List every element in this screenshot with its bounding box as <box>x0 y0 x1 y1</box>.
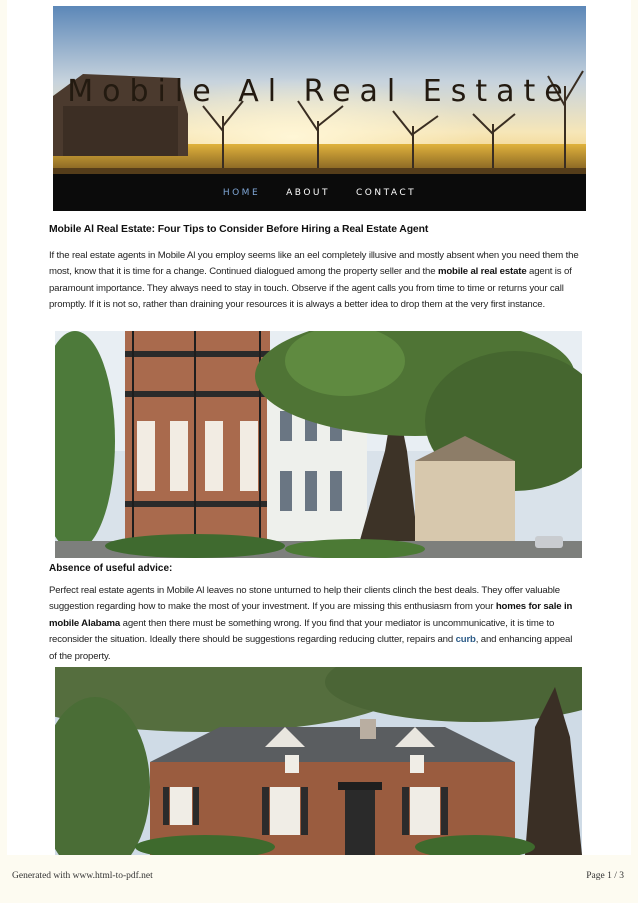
section-paragraph <box>49 583 581 665</box>
curb-link[interactable]: curb <box>455 634 476 646</box>
section-text-3: , and enhancing appeal of the property. <box>49 634 573 662</box>
intro-text-1: If the real estate agents in Mobile Al you employ seems like an eel completely illusive and mostly absent when you need them the most, know that it is time for a change. Continued dialogued among the property seller and the <box>49 250 579 278</box>
nav-contact-link[interactable]: CONTACT <box>355 187 417 198</box>
section-heading: Absence of useful advice: <box>49 563 173 574</box>
site-title[interactable]: Mobile Al Real Estate <box>67 74 572 109</box>
intro-text-2: agent is of paramount importance. They always need to stay in touch. Observe if the agent calls you from time to time or returns your call promptly. If it is not so, rather than draining your resources it is always a better idea to drop them at the very first instance. <box>49 266 572 311</box>
section-useful-advice <box>49 563 581 574</box>
section-keyword: homes for sale in mobile Alabama <box>49 601 573 629</box>
intro-paragraph <box>49 248 581 314</box>
footer-page-number: Page 1 / 3 <box>586 871 624 881</box>
article-header <box>49 224 581 235</box>
header-banner <box>53 6 586 174</box>
nav-home-link[interactable]: HOME <box>222 187 261 198</box>
main-nav <box>53 174 586 211</box>
footer-generator-note: Generated with www.html-to-pdf.net <box>12 871 153 881</box>
brick-house-photo <box>55 667 582 855</box>
section-useful-advice-body <box>49 583 581 665</box>
article-title: Mobile Al Real Estate: Four Tips to Consider Before Hiring a Real Estate Agent <box>49 224 429 235</box>
intro-keyword: mobile al real estate <box>437 266 527 278</box>
section-text-1: Perfect real estate agents in Mobile Al leaves no stone unturned to help their clients clinch the best deals. They offer valuable suggestion regarding how to make the most of your investment. If you are missing this enthusiasm from your <box>49 585 560 613</box>
article-intro <box>49 248 581 314</box>
nav-about-link[interactable]: ABOUT <box>286 187 330 198</box>
historic-homes-photo <box>55 331 582 558</box>
section-text-2: agent then there must be something wrong. If you find that your mediator is uncommunicative, it is time to reconsider the situation. Ideally there should be suggestions regarding reducing clutter, repairs and <box>49 617 555 646</box>
